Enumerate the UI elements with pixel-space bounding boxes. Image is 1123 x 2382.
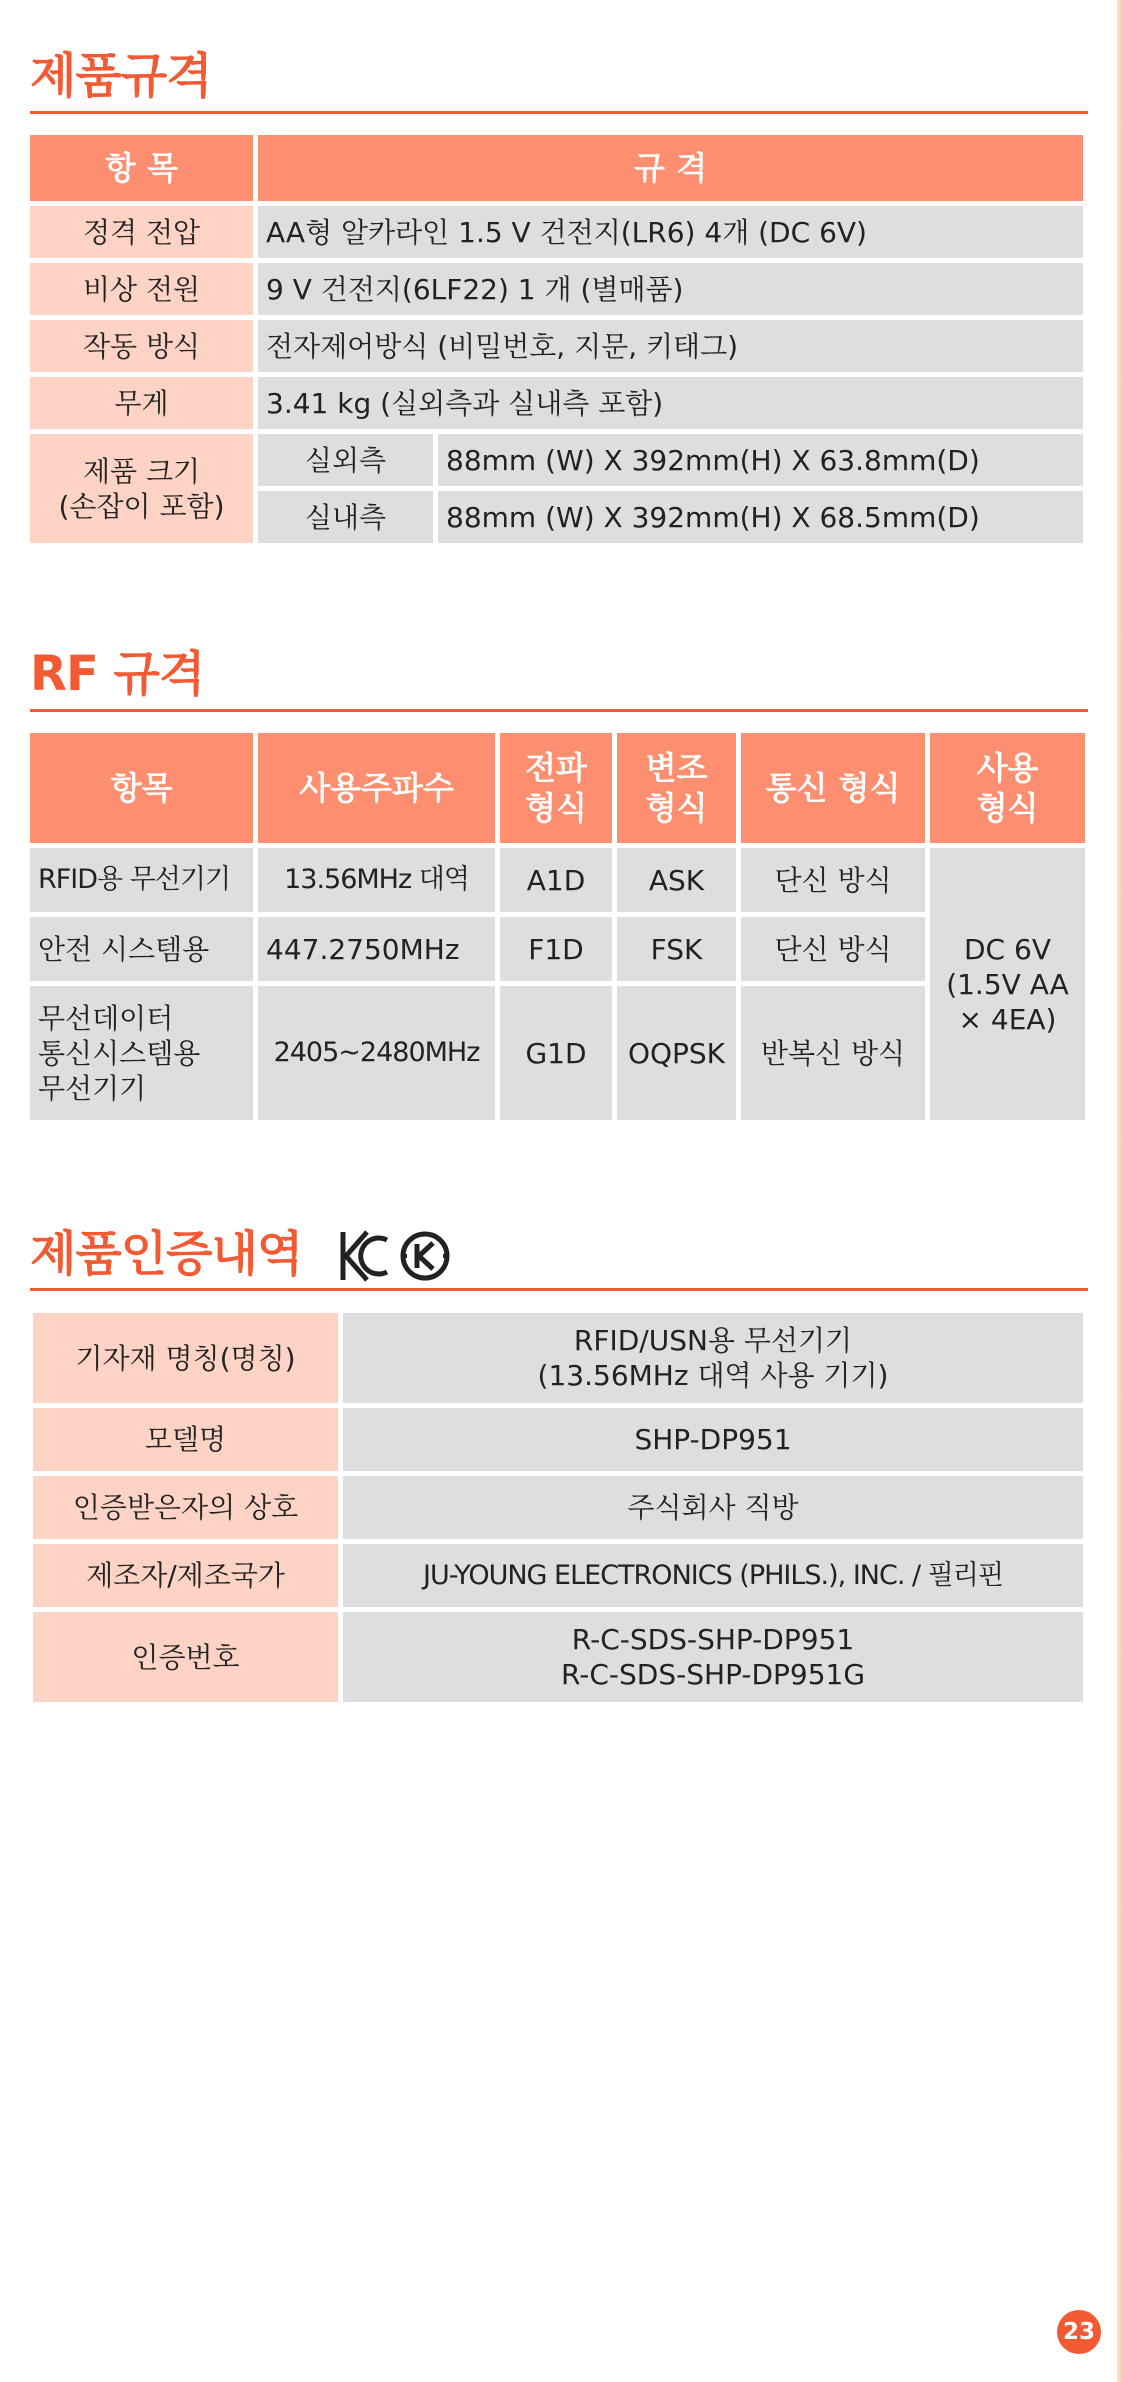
spec-row-value: AA형 알카라인 1.5 V 건전지(LR6) 4개 (DC 6V) xyxy=(258,206,1083,258)
rf-header-propagation-line2: 형식 xyxy=(525,789,587,827)
rf-row-frequency: 2405~2480MHz xyxy=(258,986,495,1120)
spec-row-label: 비상 전원 xyxy=(30,263,253,315)
cert-row-value xyxy=(343,1313,1083,1403)
rf-row-frequency: 13.56MHz 대역 xyxy=(258,848,495,912)
spec-header-spec: 규 격 xyxy=(258,135,1083,201)
kc-mark-icon xyxy=(343,1232,387,1280)
page-edge-decoration xyxy=(1117,0,1123,2382)
spec-size-indoor-value: 88mm (W) X 392mm(H) X 68.5mm(D) xyxy=(438,491,1083,543)
rf-row-propagation: F1D xyxy=(500,917,612,981)
cert-row-value xyxy=(343,1612,1083,1702)
rf-row-propagation: A1D xyxy=(500,848,612,912)
rf-row-item-line3: 무선기기 xyxy=(38,1071,147,1105)
rf-usage-line2: (1.5V AA xyxy=(946,967,1069,1001)
rf-header-propagation xyxy=(500,733,612,843)
spec-table xyxy=(25,130,1088,548)
rf-header-modulation-line1: 변조 xyxy=(645,749,708,787)
cert-row xyxy=(33,1408,1083,1471)
rf-header-usage-line1: 사용 xyxy=(976,749,1039,787)
cert-section-title: 제품인증내역 xyxy=(30,1226,303,1282)
rf-row-communication: 단신 방식 xyxy=(741,848,925,912)
rf-header-propagation-line1: 전파 xyxy=(525,749,587,787)
cert-row-value: 주식회사 직방 xyxy=(343,1476,1083,1539)
spec-row xyxy=(30,320,1083,372)
cert-row-label: 인증받은자의 상호 xyxy=(33,1476,338,1539)
spec-row-value: 3.41 kg (실외측과 실내측 포함) xyxy=(258,377,1083,429)
cert-table xyxy=(28,1308,1088,1707)
rf-header-frequency: 사용주파수 xyxy=(258,733,495,843)
cert-row-value: JU-YOUNG ELECTRONICS (PHILS.), INC. / 필리핀 xyxy=(343,1544,1083,1607)
rf-row-item: RFID용 무선기기 xyxy=(30,848,253,912)
rf-row-propagation: G1D xyxy=(500,986,612,1120)
rf-section-rule xyxy=(30,709,1088,712)
rf-row-communication: 단신 방식 xyxy=(741,917,925,981)
rf-row-modulation: FSK xyxy=(617,917,736,981)
rf-usage-line1: DC 6V xyxy=(964,932,1051,966)
k-mark-icon xyxy=(401,1234,449,1278)
rf-header-modulation-line2: 형식 xyxy=(645,789,708,827)
rf-row xyxy=(30,986,1085,1120)
page-number-badge: 23 xyxy=(1057,2310,1101,2354)
spec-row-label: 무게 xyxy=(30,377,253,429)
spec-section-title: 제품규격 xyxy=(30,48,212,104)
rf-row-communication: 반복신 방식 xyxy=(741,986,925,1120)
spec-header-item: 항 목 xyxy=(30,135,253,201)
spec-size-indoor-label: 실내측 xyxy=(258,491,433,543)
cert-row xyxy=(33,1476,1083,1539)
spec-row-label: 작동 방식 xyxy=(30,320,253,372)
cert-row-label: 모델명 xyxy=(33,1408,338,1471)
cert-row xyxy=(33,1313,1083,1403)
rf-row-modulation: OQPSK xyxy=(617,986,736,1120)
rf-row-item-line2: 통신시스템용 xyxy=(38,1036,201,1070)
rf-header-usage-line2: 형식 xyxy=(976,789,1039,827)
spec-size-outdoor-value: 88mm (W) X 392mm(H) X 63.8mm(D) xyxy=(438,434,1083,486)
spec-row xyxy=(30,263,1083,315)
rf-row-item xyxy=(30,986,253,1120)
rf-header-usage xyxy=(930,733,1085,843)
cert-row-label: 인증번호 xyxy=(33,1612,338,1702)
rf-row-modulation: ASK xyxy=(617,848,736,912)
cert-row-label: 제조자/제조국가 xyxy=(33,1544,338,1607)
spec-size-row-outdoor xyxy=(30,434,1083,486)
certification-marks xyxy=(335,1226,455,1286)
spec-row-label: 정격 전압 xyxy=(30,206,253,258)
spec-size-label xyxy=(30,434,253,543)
rf-header-item: 항목 xyxy=(30,733,253,843)
spec-row xyxy=(30,377,1083,429)
cert-row-label: 기자재 명칭(명칭) xyxy=(33,1313,338,1403)
rf-row-item-line1: 무선데이터 xyxy=(38,1001,174,1035)
cert-row-value-line2: R-C-SDS-SHP-DP951G xyxy=(560,1658,866,1691)
rf-table xyxy=(25,728,1090,1125)
rf-row-frequency: 447.2750MHz xyxy=(258,917,495,981)
cert-row-value-line1: R-C-SDS-SHP-DP951 xyxy=(571,1623,855,1656)
cert-row xyxy=(33,1612,1083,1702)
spec-row-value: 9 V 건전지(6LF22) 1 개 (별매품) xyxy=(258,263,1083,315)
rf-row xyxy=(30,917,1085,981)
spec-size-label-line1: 제품 크기 xyxy=(82,454,201,488)
spec-row xyxy=(30,206,1083,258)
cert-row-value: SHP-DP951 xyxy=(343,1408,1083,1471)
cert-row-value-line1: RFID/USN용 무선기기 xyxy=(573,1324,853,1357)
rf-header-modulation xyxy=(617,733,736,843)
spec-size-outdoor-label: 실외측 xyxy=(258,434,433,486)
spec-section-rule xyxy=(30,111,1088,114)
rf-section-title: RF 규격 xyxy=(30,646,205,702)
rf-row xyxy=(30,848,1085,912)
cert-row xyxy=(33,1544,1083,1607)
cert-section-rule xyxy=(30,1288,1088,1291)
spec-row-value: 전자제어방식 (비밀번호, 지문, 키태그) xyxy=(258,320,1083,372)
rf-row-item: 안전 시스템용 xyxy=(30,917,253,981)
rf-usage-line3: × 4EA) xyxy=(958,1002,1057,1036)
spec-size-label-line2: (손잡이 포함) xyxy=(58,489,225,523)
cert-row-value-line2: (13.56MHz 대역 사용 기기) xyxy=(537,1359,889,1392)
rf-header-communication: 통신 형식 xyxy=(741,733,925,843)
rf-usage-cell xyxy=(930,848,1085,1120)
